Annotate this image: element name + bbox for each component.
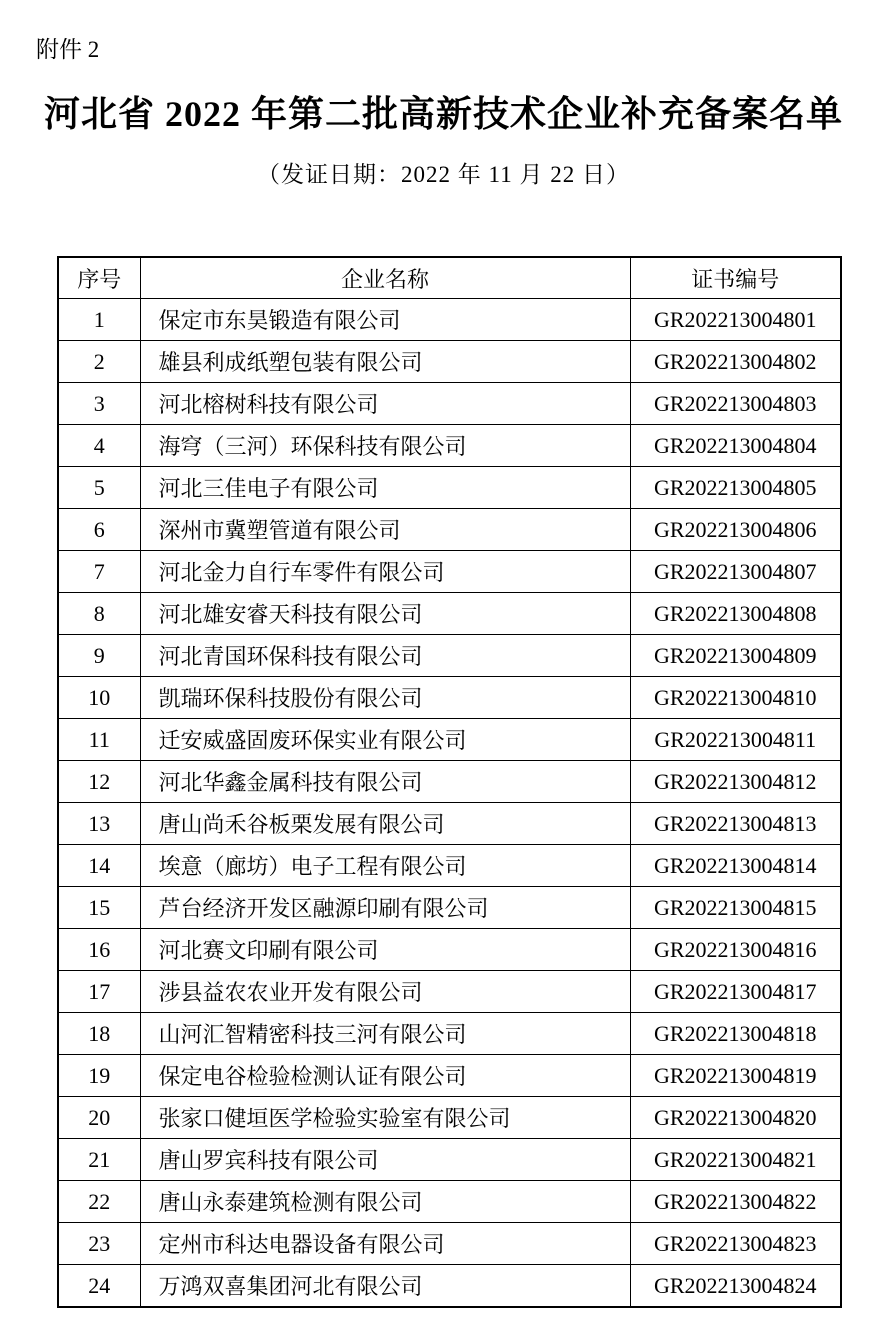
certificate-number-cell: GR202213004810	[630, 677, 841, 719]
certificate-number-cell: GR202213004817	[630, 971, 841, 1013]
certificate-number-cell: GR202213004813	[630, 803, 841, 845]
table-container	[57, 256, 842, 1308]
serial-number-cell: 3	[58, 383, 140, 425]
company-name-cell: 海穹（三河）环保科技有限公司	[140, 425, 630, 467]
serial-number-cell: 15	[58, 887, 140, 929]
company-name-cell: 定州市科达电器设备有限公司	[140, 1223, 630, 1265]
company-name-cell: 雄县利成纸塑包装有限公司	[140, 341, 630, 383]
table-row	[58, 509, 841, 551]
company-name-cell: 河北青国环保科技有限公司	[140, 635, 630, 677]
table-row	[58, 761, 841, 803]
table-row	[58, 677, 841, 719]
company-name-cell: 河北榕树科技有限公司	[140, 383, 630, 425]
serial-number-cell: 22	[58, 1181, 140, 1223]
company-name-cell: 保定市东昊锻造有限公司	[140, 299, 630, 341]
serial-number-cell: 17	[58, 971, 140, 1013]
certificate-number-cell: GR202213004802	[630, 341, 841, 383]
serial-number-cell: 21	[58, 1139, 140, 1181]
certificate-number-cell: GR202213004823	[630, 1223, 841, 1265]
table-row	[58, 425, 841, 467]
company-name-cell: 迁安威盛固废环保实业有限公司	[140, 719, 630, 761]
certificate-number-cell: GR202213004815	[630, 887, 841, 929]
column-header-certificate-number: 证书编号	[630, 257, 841, 299]
company-name-cell: 唐山罗宾科技有限公司	[140, 1139, 630, 1181]
serial-number-cell: 11	[58, 719, 140, 761]
attachment-label: 附件 2	[36, 37, 100, 62]
serial-number-cell: 18	[58, 1013, 140, 1055]
certificate-number-cell: GR202213004819	[630, 1055, 841, 1097]
table-row	[58, 803, 841, 845]
table-row	[58, 971, 841, 1013]
table-row	[58, 593, 841, 635]
certificate-number-cell: GR202213004804	[630, 425, 841, 467]
certificate-number-cell: GR202213004807	[630, 551, 841, 593]
table-row	[58, 1223, 841, 1265]
serial-number-cell: 23	[58, 1223, 140, 1265]
company-name-cell: 河北金力自行车零件有限公司	[140, 551, 630, 593]
table-body	[58, 299, 841, 1308]
company-name-cell: 芦台经济开发区融源印刷有限公司	[140, 887, 630, 929]
column-header-serial-number: 序号	[58, 257, 140, 299]
serial-number-cell: 7	[58, 551, 140, 593]
company-name-cell: 河北赛文印刷有限公司	[140, 929, 630, 971]
company-name-cell: 凯瑞环保科技股份有限公司	[140, 677, 630, 719]
company-name-cell: 山河汇智精密科技三河有限公司	[140, 1013, 630, 1055]
serial-number-cell: 1	[58, 299, 140, 341]
company-name-cell: 涉县益农农业开发有限公司	[140, 971, 630, 1013]
table-row	[58, 1181, 841, 1223]
table-row	[58, 299, 841, 341]
table-row	[58, 467, 841, 509]
table-row	[58, 845, 841, 887]
serial-number-cell: 10	[58, 677, 140, 719]
company-name-cell: 保定电谷检验检测认证有限公司	[140, 1055, 630, 1097]
table-row	[58, 887, 841, 929]
certificate-number-cell: GR202213004821	[630, 1139, 841, 1181]
company-name-cell: 唐山尚禾谷板栗发展有限公司	[140, 803, 630, 845]
certificate-number-cell: GR202213004816	[630, 929, 841, 971]
serial-number-cell: 8	[58, 593, 140, 635]
certificate-number-cell: GR202213004820	[630, 1097, 841, 1139]
table-row	[58, 551, 841, 593]
table-row	[58, 1097, 841, 1139]
certificate-number-cell: GR202213004824	[630, 1265, 841, 1308]
table-header-row	[58, 257, 841, 299]
certificate-number-cell: GR202213004818	[630, 1013, 841, 1055]
page-title: 河北省 2022 年第二批高新技术企业补充备案名单	[43, 94, 843, 134]
table-row	[58, 929, 841, 971]
serial-number-cell: 14	[58, 845, 140, 887]
company-name-cell: 埃意（廊坊）电子工程有限公司	[140, 845, 630, 887]
company-name-cell: 万鸿双喜集团河北有限公司	[140, 1265, 630, 1308]
serial-number-cell: 5	[58, 467, 140, 509]
certificate-number-cell: GR202213004814	[630, 845, 841, 887]
company-name-cell: 河北华鑫金属科技有限公司	[140, 761, 630, 803]
certificate-number-cell: GR202213004811	[630, 719, 841, 761]
serial-number-cell: 6	[58, 509, 140, 551]
serial-number-cell: 24	[58, 1265, 140, 1308]
certificate-number-cell: GR202213004822	[630, 1181, 841, 1223]
certificate-number-cell: GR202213004812	[630, 761, 841, 803]
table-row	[58, 719, 841, 761]
table-row	[58, 635, 841, 677]
column-header-enterprise-name: 企业名称	[140, 257, 630, 299]
certificate-number-cell: GR202213004806	[630, 509, 841, 551]
serial-number-cell: 2	[58, 341, 140, 383]
certificate-number-cell: GR202213004803	[630, 383, 841, 425]
enterprise-table	[57, 256, 842, 1308]
company-name-cell: 深州市冀塑管道有限公司	[140, 509, 630, 551]
serial-number-cell: 19	[58, 1055, 140, 1097]
certificate-number-cell: GR202213004805	[630, 467, 841, 509]
company-name-cell: 张家口健垣医学检验实验室有限公司	[140, 1097, 630, 1139]
certificate-number-cell: GR202213004801	[630, 299, 841, 341]
table-row	[58, 1139, 841, 1181]
table-row	[58, 341, 841, 383]
table-row	[58, 383, 841, 425]
serial-number-cell: 20	[58, 1097, 140, 1139]
certificate-number-cell: GR202213004809	[630, 635, 841, 677]
issue-date-subtitle: （发证日期：2022 年 11 月 22 日）	[257, 162, 630, 187]
company-name-cell: 河北雄安睿天科技有限公司	[140, 593, 630, 635]
serial-number-cell: 4	[58, 425, 140, 467]
table-row	[58, 1265, 841, 1308]
serial-number-cell: 13	[58, 803, 140, 845]
company-name-cell: 河北三佳电子有限公司	[140, 467, 630, 509]
table-row	[58, 1055, 841, 1097]
certificate-number-cell: GR202213004808	[630, 593, 841, 635]
serial-number-cell: 16	[58, 929, 140, 971]
serial-number-cell: 9	[58, 635, 140, 677]
serial-number-cell: 12	[58, 761, 140, 803]
company-name-cell: 唐山永泰建筑检测有限公司	[140, 1181, 630, 1223]
table-row	[58, 1013, 841, 1055]
